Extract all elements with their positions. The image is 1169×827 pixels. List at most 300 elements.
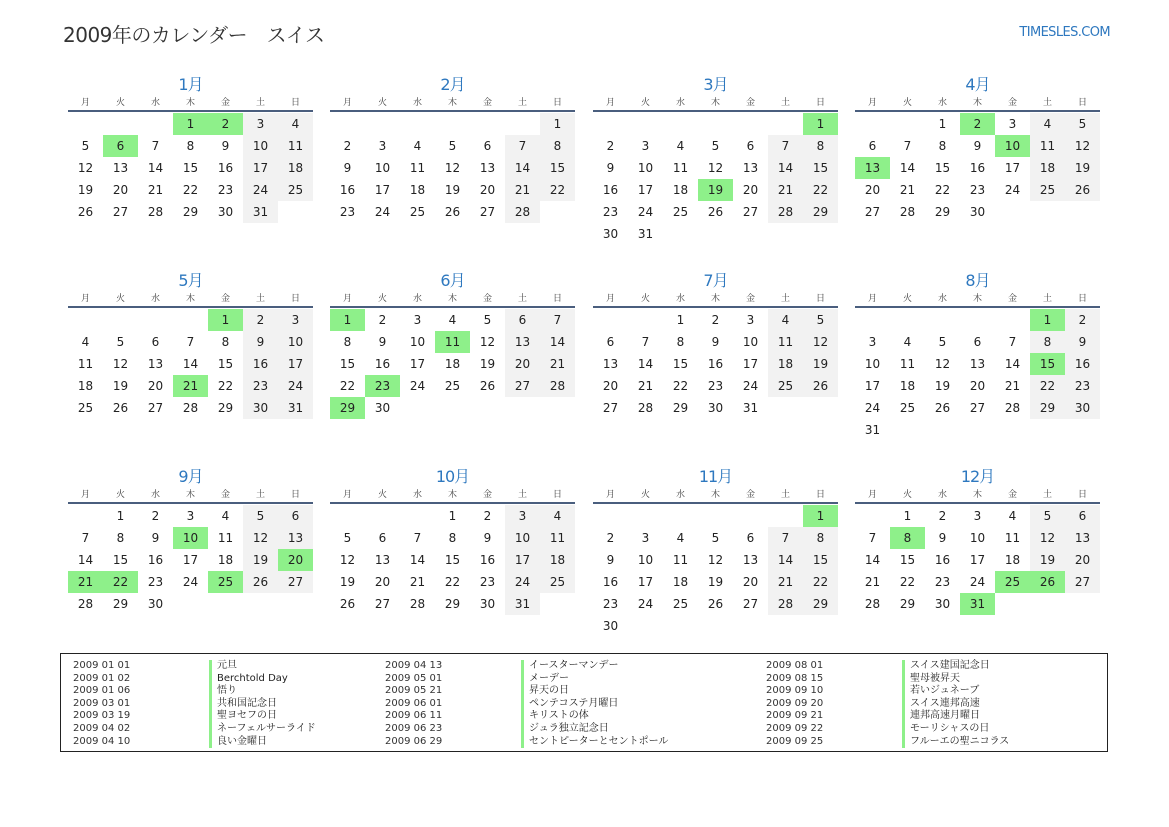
day-cell: 4 [540,505,575,527]
day-cell: 26 [707,205,724,219]
empty-cell [768,505,803,527]
day-cell: 27 [374,597,391,611]
holiday-name: Berchtold Day [209,673,288,686]
weekday-label: 月 [342,294,352,304]
empty-cell [593,309,628,331]
day-cell: 26 [934,401,951,415]
month-calendar [593,74,838,245]
day-cell: 16 [339,183,356,197]
month-name: 12月 [960,467,995,486]
day-cell: 6 [973,335,982,349]
day-cell: 28 [182,401,199,415]
holiday-day: 2 [960,113,995,135]
day-cell: 4 [676,139,685,153]
day-cell: 7 [868,531,877,545]
day-cell: 7 [505,135,540,157]
holiday-day: 29 [330,397,365,419]
day-cell: 2 [343,139,352,153]
day-cell: 26 [479,379,496,393]
empty-cell [138,113,173,135]
day-cell: 20 [1065,549,1100,571]
day-cell: 11 [540,527,575,549]
weekday-label: 日 [815,490,825,500]
weekday-header [330,96,575,112]
legend-row [766,723,1009,736]
legend-row [73,660,316,673]
weekday-label: 月 [867,490,877,500]
holiday-day: 8 [890,527,925,549]
day-cell: 5 [711,531,720,545]
weekday-label: 日 [1077,98,1087,108]
day-cell: 16 [602,575,619,589]
weekday-label: 水 [675,490,685,500]
day-cell: 31 [742,401,759,415]
day-cell: 13 [147,357,164,371]
day-cell: 24 [742,379,759,393]
day-cell: 26 [339,597,356,611]
day-cell: 6 [151,335,160,349]
day-cell: 18 [77,379,94,393]
day-cell: 17 [243,157,278,179]
weekday-label: 水 [150,98,160,108]
empty-cell [173,309,208,331]
day-cell: 9 [483,531,492,545]
weekday-label: 日 [552,294,562,304]
day-cell: 24 [1004,183,1021,197]
legend-row [385,660,668,673]
day-cell: 20 [969,379,986,393]
day-cell: 29 [182,205,199,219]
legend-row [385,673,668,686]
day-cell: 24 [243,179,278,201]
day-cell: 16 [479,553,496,567]
empty-cell [593,113,628,135]
weekday-label: 日 [290,490,300,500]
holiday-name: 連邦高速月曜日 [902,710,980,723]
day-cell: 13 [479,161,496,175]
weekday-label: 木 [447,98,457,108]
month-name: 6月 [440,271,465,290]
weekday-label: 水 [412,294,422,304]
day-cell: 7 [81,531,90,545]
day-cell: 6 [746,139,755,153]
day-cell: 18 [217,553,234,567]
holiday-name: 元旦 [209,660,237,673]
day-cell: 9 [938,531,947,545]
day-cell: 14 [540,331,575,353]
day-cell: 20 [864,183,881,197]
weekday-header [855,292,1100,308]
day-cell: 12 [1030,527,1065,549]
legend-row [385,723,668,736]
empty-cell [890,309,925,331]
empty-cell [68,113,103,135]
weekday-label: 金 [1007,98,1017,108]
day-cell: 21 [505,179,540,201]
day-cell: 27 [602,401,619,415]
day-cell: 2 [243,309,278,331]
empty-cell [960,309,995,331]
empty-cell [698,113,733,135]
weekday-label: 火 [377,98,387,108]
day-cell: 24 [278,375,313,397]
day-cell: 6 [868,139,877,153]
weekday-header [593,96,838,112]
day-cell: 28 [409,597,426,611]
day-cell: 13 [602,357,619,371]
day-cell: 20 [602,379,619,393]
day-cell: 28 [637,401,654,415]
day-cell: 27 [969,401,986,415]
weekday-label: 金 [1007,490,1017,500]
holiday-day: 13 [855,157,890,179]
day-cell: 5 [483,313,492,327]
holiday-date: 2009 01 01 [73,660,131,671]
day-cell: 3 [1008,117,1017,131]
holiday-day: 25 [208,571,243,593]
weekday-label: 木 [447,294,457,304]
weekday-header [330,292,575,308]
day-cell: 13 [1065,527,1100,549]
day-cell: 1 [448,509,457,523]
day-cell: 26 [444,205,461,219]
day-cell: 17 [409,357,426,371]
day-cell: 10 [864,357,881,371]
weekday-label: 木 [972,98,982,108]
day-cell: 10 [409,335,426,349]
day-cell: 29 [803,593,838,615]
day-cell: 31 [637,227,654,241]
day-cell: 7 [151,139,160,153]
day-cell: 10 [969,531,986,545]
month-name: 10月 [435,467,470,486]
holiday-day: 15 [1030,353,1065,375]
day-cell: 20 [505,353,540,375]
day-cell: 7 [1008,335,1017,349]
empty-cell [768,113,803,135]
day-cell: 3 [973,509,982,523]
weekday-label: 土 [517,294,527,304]
month-name: 2月 [440,75,465,94]
day-cell: 23 [1065,375,1100,397]
day-cell: 30 [374,401,391,415]
holiday-date: 2009 08 15 [766,672,824,684]
weekday-label: 金 [220,490,230,500]
day-cell: 1 [903,509,912,523]
weekday-label: 水 [412,98,422,108]
day-grid [330,309,575,419]
day-cell: 12 [77,161,94,175]
holiday-date: 2009 08 01 [766,660,824,671]
day-cell: 15 [803,157,838,179]
holiday-name: フルーエの聖ニコラス [902,736,1009,749]
holiday-name: イースターマンデー [521,660,619,673]
day-grid [330,505,575,615]
weekday-label: 日 [552,98,562,108]
day-cell: 8 [676,335,685,349]
empty-cell [733,505,768,527]
day-cell: 28 [540,375,575,397]
day-cell: 14 [409,553,426,567]
day-cell: 12 [707,553,724,567]
holiday-date: 2009 03 19 [73,710,131,722]
day-cell: 10 [637,161,654,175]
day-grid [68,309,313,419]
day-cell: 25 [540,571,575,593]
weekday-label: 水 [937,98,947,108]
day-cell: 26 [707,597,724,611]
day-cell: 21 [409,575,426,589]
day-cell: 19 [1065,157,1100,179]
legend-row [73,736,316,749]
day-cell: 18 [672,575,689,589]
day-cell: 11 [672,161,689,175]
weekday-label: 火 [902,490,912,500]
legend-row [73,710,316,723]
month-calendar [68,466,313,615]
weekday-label: 木 [710,490,720,500]
day-cell: 4 [1008,509,1017,523]
day-cell: 18 [1030,157,1065,179]
day-cell: 22 [217,379,234,393]
holiday-day: 1 [330,309,365,331]
day-cell: 23 [243,375,278,397]
day-cell: 25 [899,401,916,415]
weekday-label: 金 [220,98,230,108]
day-cell: 24 [864,401,881,415]
day-cell: 28 [147,205,164,219]
empty-cell [365,505,400,527]
day-cell: 21 [1004,379,1021,393]
weekday-label: 木 [185,490,195,500]
holiday-date: 2009 06 01 [385,697,443,709]
day-cell: 3 [505,505,540,527]
day-cell: 15 [182,161,199,175]
day-cell: 21 [864,575,881,589]
holiday-name: スイス連邦高速 [902,698,980,711]
empty-cell [593,505,628,527]
day-cell: 27 [112,205,129,219]
weekday-label: 日 [815,294,825,304]
empty-cell [68,505,103,527]
holiday-date: 2009 09 20 [766,697,824,709]
day-cell: 15 [112,553,129,567]
weekday-label: 土 [255,294,265,304]
day-cell: 18 [278,157,313,179]
day-cell: 2 [606,531,615,545]
site-link[interactable]: TIMESLES.COM [1019,25,1110,40]
legend-row [766,698,1009,711]
day-cell: 12 [339,553,356,567]
day-cell: 21 [899,183,916,197]
day-cell: 30 [707,401,724,415]
holiday-name: 聖ヨセフの日 [209,710,277,723]
day-cell: 25 [77,401,94,415]
weekday-label: 土 [780,490,790,500]
legend-row [385,698,668,711]
weekday-label: 火 [902,98,912,108]
day-cell: 16 [217,161,234,175]
weekday-label: 金 [745,98,755,108]
weekday-label: 水 [675,294,685,304]
day-cell: 3 [746,313,755,327]
day-cell: 11 [1004,531,1021,545]
day-cell: 7 [186,335,195,349]
day-cell: 12 [243,527,278,549]
month-name: 1月 [178,75,203,94]
day-cell: 5 [448,139,457,153]
day-cell: 23 [969,183,986,197]
day-cell: 29 [112,597,129,611]
holiday-day: 10 [995,135,1030,157]
day-cell: 4 [221,509,230,523]
day-cell: 18 [672,183,689,197]
day-cell: 15 [540,157,575,179]
month-name: 4月 [965,75,990,94]
day-cell: 27 [147,401,164,415]
holiday-name: ネーフェルサーライド [209,723,316,736]
holiday-date: 2009 09 21 [766,710,824,722]
weekday-label: 金 [482,98,492,108]
day-cell: 25 [1030,179,1065,201]
empty-cell [68,309,103,331]
day-cell: 21 [637,379,654,393]
holiday-date: 2009 09 22 [766,722,824,734]
day-cell: 31 [864,423,881,437]
empty-cell [330,505,365,527]
day-cell: 22 [899,575,916,589]
day-cell: 17 [374,183,391,197]
day-cell: 23 [934,575,951,589]
empty-cell [663,505,698,527]
weekday-label: 月 [342,490,352,500]
holiday-name: 共和国記念日 [209,698,277,711]
day-cell: 24 [637,597,654,611]
holiday-day: 21 [68,571,103,593]
day-cell: 8 [1030,331,1065,353]
weekday-label: 水 [675,98,685,108]
day-cell: 20 [742,183,759,197]
day-cell: 3 [641,139,650,153]
day-cell: 29 [899,597,916,611]
day-cell: 30 [1065,397,1100,419]
day-cell: 3 [186,509,195,523]
day-cell: 4 [676,531,685,545]
day-cell: 24 [409,379,426,393]
day-cell: 3 [413,313,422,327]
weekday-label: 土 [255,490,265,500]
holiday-name: 悟り [209,685,237,698]
empty-cell [925,309,960,331]
day-cell: 1 [116,509,125,523]
day-cell: 4 [448,313,457,327]
empty-cell [663,113,698,135]
day-cell: 29 [444,597,461,611]
day-cell: 27 [505,375,540,397]
day-cell: 2 [483,509,492,523]
empty-cell [400,113,435,135]
weekday-label: 水 [937,294,947,304]
weekday-header [68,292,313,308]
day-cell: 10 [505,527,540,549]
legend-row [766,710,1009,723]
day-cell: 22 [672,379,689,393]
empty-cell [505,113,540,135]
holiday-day: 6 [103,135,138,157]
weekday-label: 水 [412,490,422,500]
legend-row [766,673,1009,686]
day-cell: 8 [221,335,230,349]
day-cell: 7 [768,135,803,157]
day-cell: 17 [1004,161,1021,175]
day-cell: 25 [444,379,461,393]
legend-row [73,685,316,698]
day-cell: 9 [606,553,615,567]
day-cell: 19 [803,353,838,375]
day-cell: 4 [1030,113,1065,135]
day-cell: 22 [1030,375,1065,397]
day-cell: 29 [1030,397,1065,419]
day-cell: 21 [147,183,164,197]
holiday-day: 26 [1030,571,1065,593]
day-cell: 16 [243,353,278,375]
day-cell: 27 [1065,571,1100,593]
holiday-date: 2009 05 21 [385,685,443,697]
day-cell: 9 [378,335,387,349]
weekday-label: 火 [115,490,125,500]
weekday-label: 日 [290,294,300,304]
empty-cell [435,113,470,135]
day-cell: 14 [899,161,916,175]
weekday-label: 月 [867,98,877,108]
holiday-name: スイス建国記念日 [902,660,990,673]
holiday-date: 2009 04 02 [73,722,131,734]
month-name: 9月 [178,467,203,486]
day-cell: 11 [77,357,94,371]
day-cell: 26 [77,205,94,219]
day-cell: 30 [602,619,619,633]
holiday-day: 10 [173,527,208,549]
day-cell: 6 [1065,505,1100,527]
weekday-label: 土 [517,98,527,108]
day-cell: 2 [711,313,720,327]
holiday-name: ジュラ独立記念日 [521,723,609,736]
day-cell: 13 [278,527,313,549]
weekday-label: 土 [255,98,265,108]
day-cell: 25 [278,179,313,201]
day-cell: 13 [742,553,759,567]
weekday-label: 火 [377,490,387,500]
day-cell: 22 [444,575,461,589]
holiday-day: 22 [103,571,138,593]
holiday-name: ペンテコステ月曜日 [521,698,618,711]
day-cell: 6 [378,531,387,545]
day-cell: 22 [540,179,575,201]
holiday-date: 2009 09 10 [766,685,824,697]
legend-row [385,710,668,723]
day-cell: 5 [343,531,352,545]
day-cell: 10 [243,135,278,157]
weekday-label: 土 [780,98,790,108]
weekday-label: 日 [1077,490,1087,500]
day-cell: 9 [151,531,160,545]
holiday-day: 11 [435,331,470,353]
day-cell: 11 [278,135,313,157]
day-cell: 9 [1065,331,1100,353]
day-cell: 8 [343,335,352,349]
weekday-label: 月 [605,490,615,500]
day-cell: 10 [374,161,391,175]
